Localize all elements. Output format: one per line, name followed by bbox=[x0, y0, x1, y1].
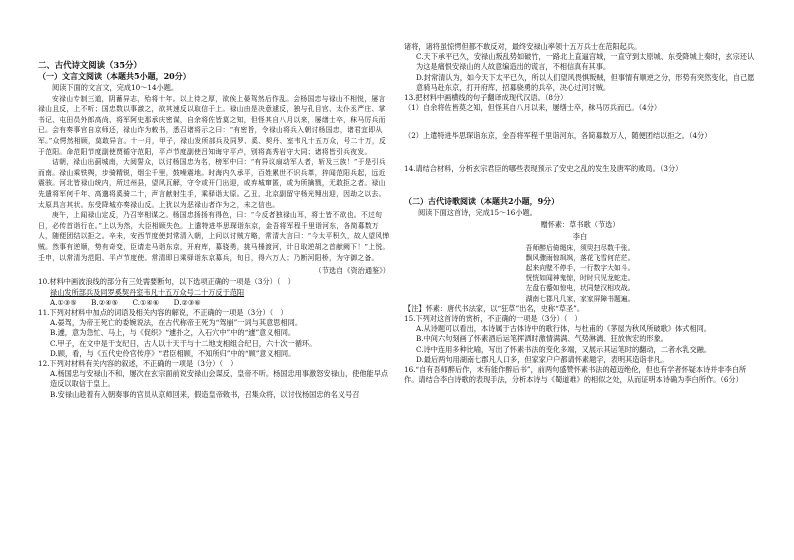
poem-body bbox=[404, 243, 756, 304]
question-15-option-c: C.诗中连用多种比喻，写出了怀素书法的变化多端，又展示其运笔时的翻动，二者水乳交融。 bbox=[416, 344, 712, 354]
question-13-part-1: （1）自余将佐皆莫之知，但怪其自八月以来，屡缮士卒，秣马厉兵而已。（4分） bbox=[404, 103, 662, 113]
question-16: 16.“自有吾师醉后作，未有能作醉后书”，前两句盛赞怀素书法的超迈绝伦，但也有学者怀疑本诗并非李白所作。请结合李白诗歌的表现手法，分析本诗与《蜀道难》的相似之处，从而证明本诗确为李白所作。（6分） bbox=[404, 365, 747, 385]
question-12-option-c: C.天下承平已久，安禄山叛乱势如破竹，一路北上直逼宫城，一直守到太原城、东受降城上奏时，玄宗还认为这是痛恨安禄山的人故意编造出的谎言，不相信真有其事。 bbox=[416, 52, 755, 72]
question-12-option-a: A.杨国忠与安禄山不和，屡次在玄宗面前说安禄山会谋反，皇帝不听。杨国忠用事激怒安禄山，使他能早点造反以取信于皇上。 bbox=[50, 369, 389, 389]
question-10: 10.材料中画波浪线的部分有三处需要断句，以下选项正确的一项是（3分）（ ） bbox=[38, 277, 295, 287]
poem-line: 飘风骤雨惊飒飒，落花飞雪何茫茫。 bbox=[525, 253, 635, 262]
section-title: 二、古代诗文阅读（35分） bbox=[38, 60, 142, 70]
question-12: 12.下列对材料有关内容的叙述，不正确的一项是（3分）（ ） bbox=[38, 358, 238, 368]
question-11-option-c: C.甲子，在文中是干支纪日，古人以十天干与十二地支相组合纪日，六十次一循环。 bbox=[50, 338, 317, 348]
poem-line: 起来向壁不停手，一行数字大如斗。 bbox=[525, 264, 635, 273]
passage-paragraph-3: 庚午，上闻禄山定反，乃召宰相谋之。杨国忠扬扬有得色，曰：“今反者独禄山耳，将士皆不欲也。不过旬日，必传首诣行在。”上以为然，大臣相顾失色。上遣特进毕思琛诣东京，金吾将军程千里诣河东，各简募数万人，随便团结以拒之。辛未，安西节度使封常清入朝，上问以讨贼方略，常清大言曰：“今太平积久，故人望风惮贼。然事有逆顺，势有奇变，臣请走马诣东京，开府库，募骁勇，挑马棰渡河，计日取逆胡之首献阙下！”上悦。壬申，以常清为范阳、平卢节度使。常清即日乘驿诣东京募兵，旬日，得六万人；乃断河阳桥，为守御之备。 bbox=[38, 211, 390, 262]
reading-instruction: 阅读下面的文言文，完成10～14小题。 bbox=[52, 83, 179, 93]
question-15-option-d: D.最后两句用湖南七郡凡人口多，但家家户户都请怀素题字，表明其造诣非凡。 bbox=[416, 354, 669, 364]
question-13-part-2: （2）上遣特进毕思琛诣东京，金吾将军程千里诣河东，各简募数万人，随便团结以拒之。（4分） bbox=[404, 131, 712, 141]
passage-source: （节选自《资治通鉴》） bbox=[314, 266, 390, 276]
poem-line: 湖南七郡凡几家，家家屏障书题遍。 bbox=[525, 294, 635, 303]
subsection-title-poetry: （二）古代诗歌阅读（本题共2小题，9分） bbox=[404, 195, 560, 206]
question-12-option-d: D.封常清认为，如今天下太平已久，所以人们望风畏惧叛贼，但事情有顺逆之分，形势有突然变化，自己愿意骑马赴东京，打开府库，招募骁勇的兵卒，决心过河讨贼。 bbox=[416, 72, 755, 92]
poetry-instruction: 阅读下面这首诗，完成15～16小题。 bbox=[418, 208, 537, 218]
question-14: 14.请结合材料，分析玄宗君臣的哪些表现预示了安史之乱的发生及唐军的败局。（3分） bbox=[404, 163, 683, 173]
question-11-option-a: A.晏驾，为帝王死亡的委婉说法，在古代称帝王死为“驾崩”一词与其意思相同。 bbox=[50, 318, 303, 328]
question-10-options: A.①③⑤ B.②④⑤ C.①④⑥ D.②③⑥ bbox=[50, 297, 201, 307]
poem-line: 吾师醉后倚绳床，须臾扫尽数千张。 bbox=[525, 243, 635, 252]
question-15-option-a: A.从诗题可以看出，本诗属于古体诗中的歌行体，与杜甫的《茅屋为秋风所破歌》体式相同。 bbox=[416, 324, 711, 334]
question-11-option-d: D.顾，看，与《五代史伶官传序》“君臣相顾，不知所归”中的“顾”意义相同。 bbox=[50, 348, 296, 358]
question-13: 13.把材料中画横线的句子翻译成现代汉语。（8分） bbox=[404, 93, 568, 103]
passage-paragraph-1: 安禄山专制三道，阴蓄异志，殆将十年。以上待之厚，欲俟上晏驾然后作乱。会杨国忠与禄山不相悦，屡言禄山且反，上不听；国忠数以事激之，欲其速反以取信于上。禄山由是决意遽反，独与孔目官、太仆丞严庄、掌书记、屯田员外郎高尚、将军阿史那承庆密谋，自余将佐皆莫之知，但怪其自八月以来，屡缮士卒，秣马厉兵而已。会有奏事官自京师还，禄山诈为敕书，悉召诸将示之曰：“有密旨，令禄山将兵入朝讨杨国忠，诸君宜即从军。”众愕然相顾，莫敢异言。十一月，甲子，禄山发所部兵及同罗、奚、契丹、室韦凡十五万众，号二十万，反于范阳。命范阳节度副使贾循守范阳，平卢节度副使吕知诲守平卢，别将高秀岩守大同；诸将皆引兵夜发。 bbox=[38, 94, 387, 156]
passage-paragraph-2: 诘朝，禄山出蓟城南，大阅誓众，以讨杨国忠为名，榜军中曰：“有异议扇动军人者，斩及三族！”于是引兵而南。禄山乘铁舆，步骑精锐，烟尘千里，鼓噪震地。时海内久承平，百姓累世不识兵革，猝闻范阳兵起，远近震骇。河北皆禄山统内，所过州县，望风瓦解，守令或开门出迎，或弃城窜匿，或为所擒戮，无敢拒之者。禄山先遣将军何千年、高邈将奚骑二十，声言献射生手，乘驿诣太原。乙丑，北京副留守杨光翙出迎，因劫之以去。太原具言其状。东受降城亦奏禄山反。上犹以为恶禄山者诈为之，未之信也。 bbox=[38, 158, 387, 209]
poem-note: 【注】怀素：唐代书法家，以“狂草”出名，史称“草圣”。 bbox=[404, 303, 585, 313]
question-15: 15.下列对这首诗的赏析，不正确的一项是（3分）（ ） bbox=[404, 314, 582, 324]
question-10-text: 禄山发所部兵及同罗奚契丹室韦凡十五万众号二十万反于范阳 bbox=[50, 287, 245, 297]
right-column bbox=[404, 42, 756, 385]
poem-author: 李白 bbox=[572, 232, 588, 242]
question-15-option-b: B.中间六句刻画了怀素酒后运笔挥洒时激情满满、气势淋漓、狂放恢宏的形象。 bbox=[416, 334, 668, 344]
question-11-option-b: B.遽，意为急忙、马上，与《促织》“遽扑之，入石穴中”中的“遽”意义相同。 bbox=[50, 328, 296, 338]
question-12-option-b-continued: 诸将，诸将虽惊愕但都不敢反对，最终安禄山率领十五万兵士在范阳起兵。 bbox=[404, 42, 642, 51]
question-11: 11.下列对材料中加点的词语及相关内容的解说，不正确的一项是（3分）（ ） bbox=[38, 307, 288, 317]
poem-line: 恍恍如闻神鬼惊，时时只见龙蛇走。 bbox=[525, 274, 635, 283]
question-12-option-b: B.安禄山趁着有入朝奏事的官员从京师回来，假造皇帝敕书，召集众将，以讨伐杨国忠的名义号召 bbox=[50, 389, 360, 399]
left-column bbox=[38, 38, 390, 400]
poem-line: 左盘右蹙如惊电，状同楚汉相攻战。 bbox=[525, 284, 635, 293]
subsection-title-classical: （一）文言文阅读（本题共5小题，20分） bbox=[38, 71, 191, 82]
poem-title: 赠怀素：草书歌（节选） bbox=[540, 220, 620, 230]
